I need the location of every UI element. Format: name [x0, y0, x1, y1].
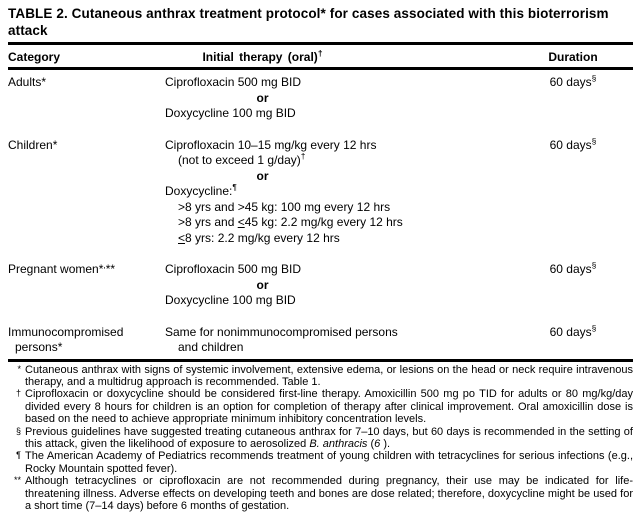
row-category [8, 262, 165, 278]
footnote-marker: * [17, 363, 21, 374]
footnote-text: Cutaneous anthrax with signs of systemic involvement, extensive edema, or lesions on the head or neck require intravenous therapy, and a multidrug approach is recommended. Table 1. [25, 363, 633, 388]
column-header-duration: Duration [548, 50, 598, 64]
row-therapy [165, 325, 513, 356]
footnote-text: Ciprofloxacin or doxycycline should be considered first-line therapy. Amoxicillin 500 mg po TID for adults or 80 mg/kg/day divided every 8 hours for children is an option for completion of therapy after clinical improvement. Oral amoxicillin dose is based on the need to achieve appropriate minimum inhibitory concentration levels. [25, 388, 633, 426]
category-line: Adults* [8, 75, 47, 89]
therapy-line: >8 yrs and >45 kg: 100 mg every 12 hrs [178, 199, 391, 214]
column-header-therapy: Initial therapy (oral)† [202, 48, 323, 64]
category-line: persons* [15, 340, 63, 354]
category-line: Children* [8, 137, 58, 152]
therapy-line: Doxycycline 100 mg BID [165, 293, 296, 307]
therapy-line: >8 yrs and <45 kg: 2.2 mg/kg every 12 hrs [178, 215, 403, 229]
column-headers [8, 45, 633, 67]
row-therapy [165, 75, 513, 122]
therapy-line: or [256, 90, 269, 105]
row-duration: 60 days§ [549, 322, 597, 339]
row-duration: 60 days§ [549, 73, 597, 89]
footnote-text: Previous guidelines have suggested treating cutaneous anthrax for 7–10 days, but 60 days is recommended in the setting of this attack, given the likelihood of exposure to aerosolized B. anthracis (6 ). [25, 425, 633, 450]
bottom-rule [8, 359, 633, 362]
therapy-line: or [256, 277, 269, 292]
table-row [8, 322, 633, 356]
row-category [8, 75, 165, 91]
row-duration: 60 days§ [549, 260, 597, 276]
table-body [8, 70, 633, 359]
therapy-line: Doxycycline:¶ [165, 182, 237, 198]
therapy-line: Ciprofloxacin 500 mg BID [165, 75, 302, 89]
row-therapy [165, 262, 513, 309]
category-line: Pregnant women*,** [8, 260, 116, 276]
footnote [8, 388, 633, 425]
row-category [8, 138, 165, 154]
therapy-line: Ciprofloxacin 500 mg BID [165, 262, 302, 276]
footnote [8, 475, 633, 512]
footnote-text: Although tetracyclines or ciprofloxacin are not recommended during pregnancy, their use may be indicated for life-threatening illness. Adverse effects on developing teeth and bones are dose related; therefore, doxycycline might be used for a short time (7–14 days) before 6 months of gestation. [25, 475, 633, 512]
therapy-line: Same for nonimmunocompromised persons [165, 324, 398, 339]
footnote [8, 450, 633, 475]
footnote-marker: § [15, 425, 21, 436]
table-row [8, 262, 633, 309]
footnote-marker: † [15, 388, 21, 399]
footnote [8, 364, 633, 389]
table-row [8, 75, 633, 122]
therapy-line: (not to exceed 1 g/day)† [178, 151, 306, 167]
footnote-marker: ¶ [16, 450, 21, 461]
row-therapy [165, 138, 513, 247]
table-row [8, 135, 633, 247]
therapy-line: <8 yrs: 2.2 mg/kg every 12 hrs [178, 230, 340, 245]
footnote-marker: ** [13, 475, 21, 486]
column-header-category: Category [8, 50, 61, 64]
therapy-line: Doxycycline 100 mg BID [165, 106, 296, 120]
category-line: Immunocompromised [8, 324, 124, 339]
footnote-text: The American Academy of Pediatrics recommends treatment of young children with tetracyclines for serious infections (e.g., Rocky Mountain spotted fever). [25, 450, 633, 475]
row-duration: 60 days§ [549, 135, 597, 152]
therapy-line: or [256, 168, 269, 183]
table-title: TABLE 2. Cutaneous anthrax treatment protocol* for cases associated with this bioterrorism attack [8, 6, 609, 38]
row-category [8, 325, 165, 356]
therapy-line: and children [178, 340, 244, 354]
footnotes [8, 364, 633, 512]
footnote [8, 426, 633, 451]
therapy-line: Ciprofloxacin 10–15 mg/kg every 12 hrs [165, 137, 377, 152]
